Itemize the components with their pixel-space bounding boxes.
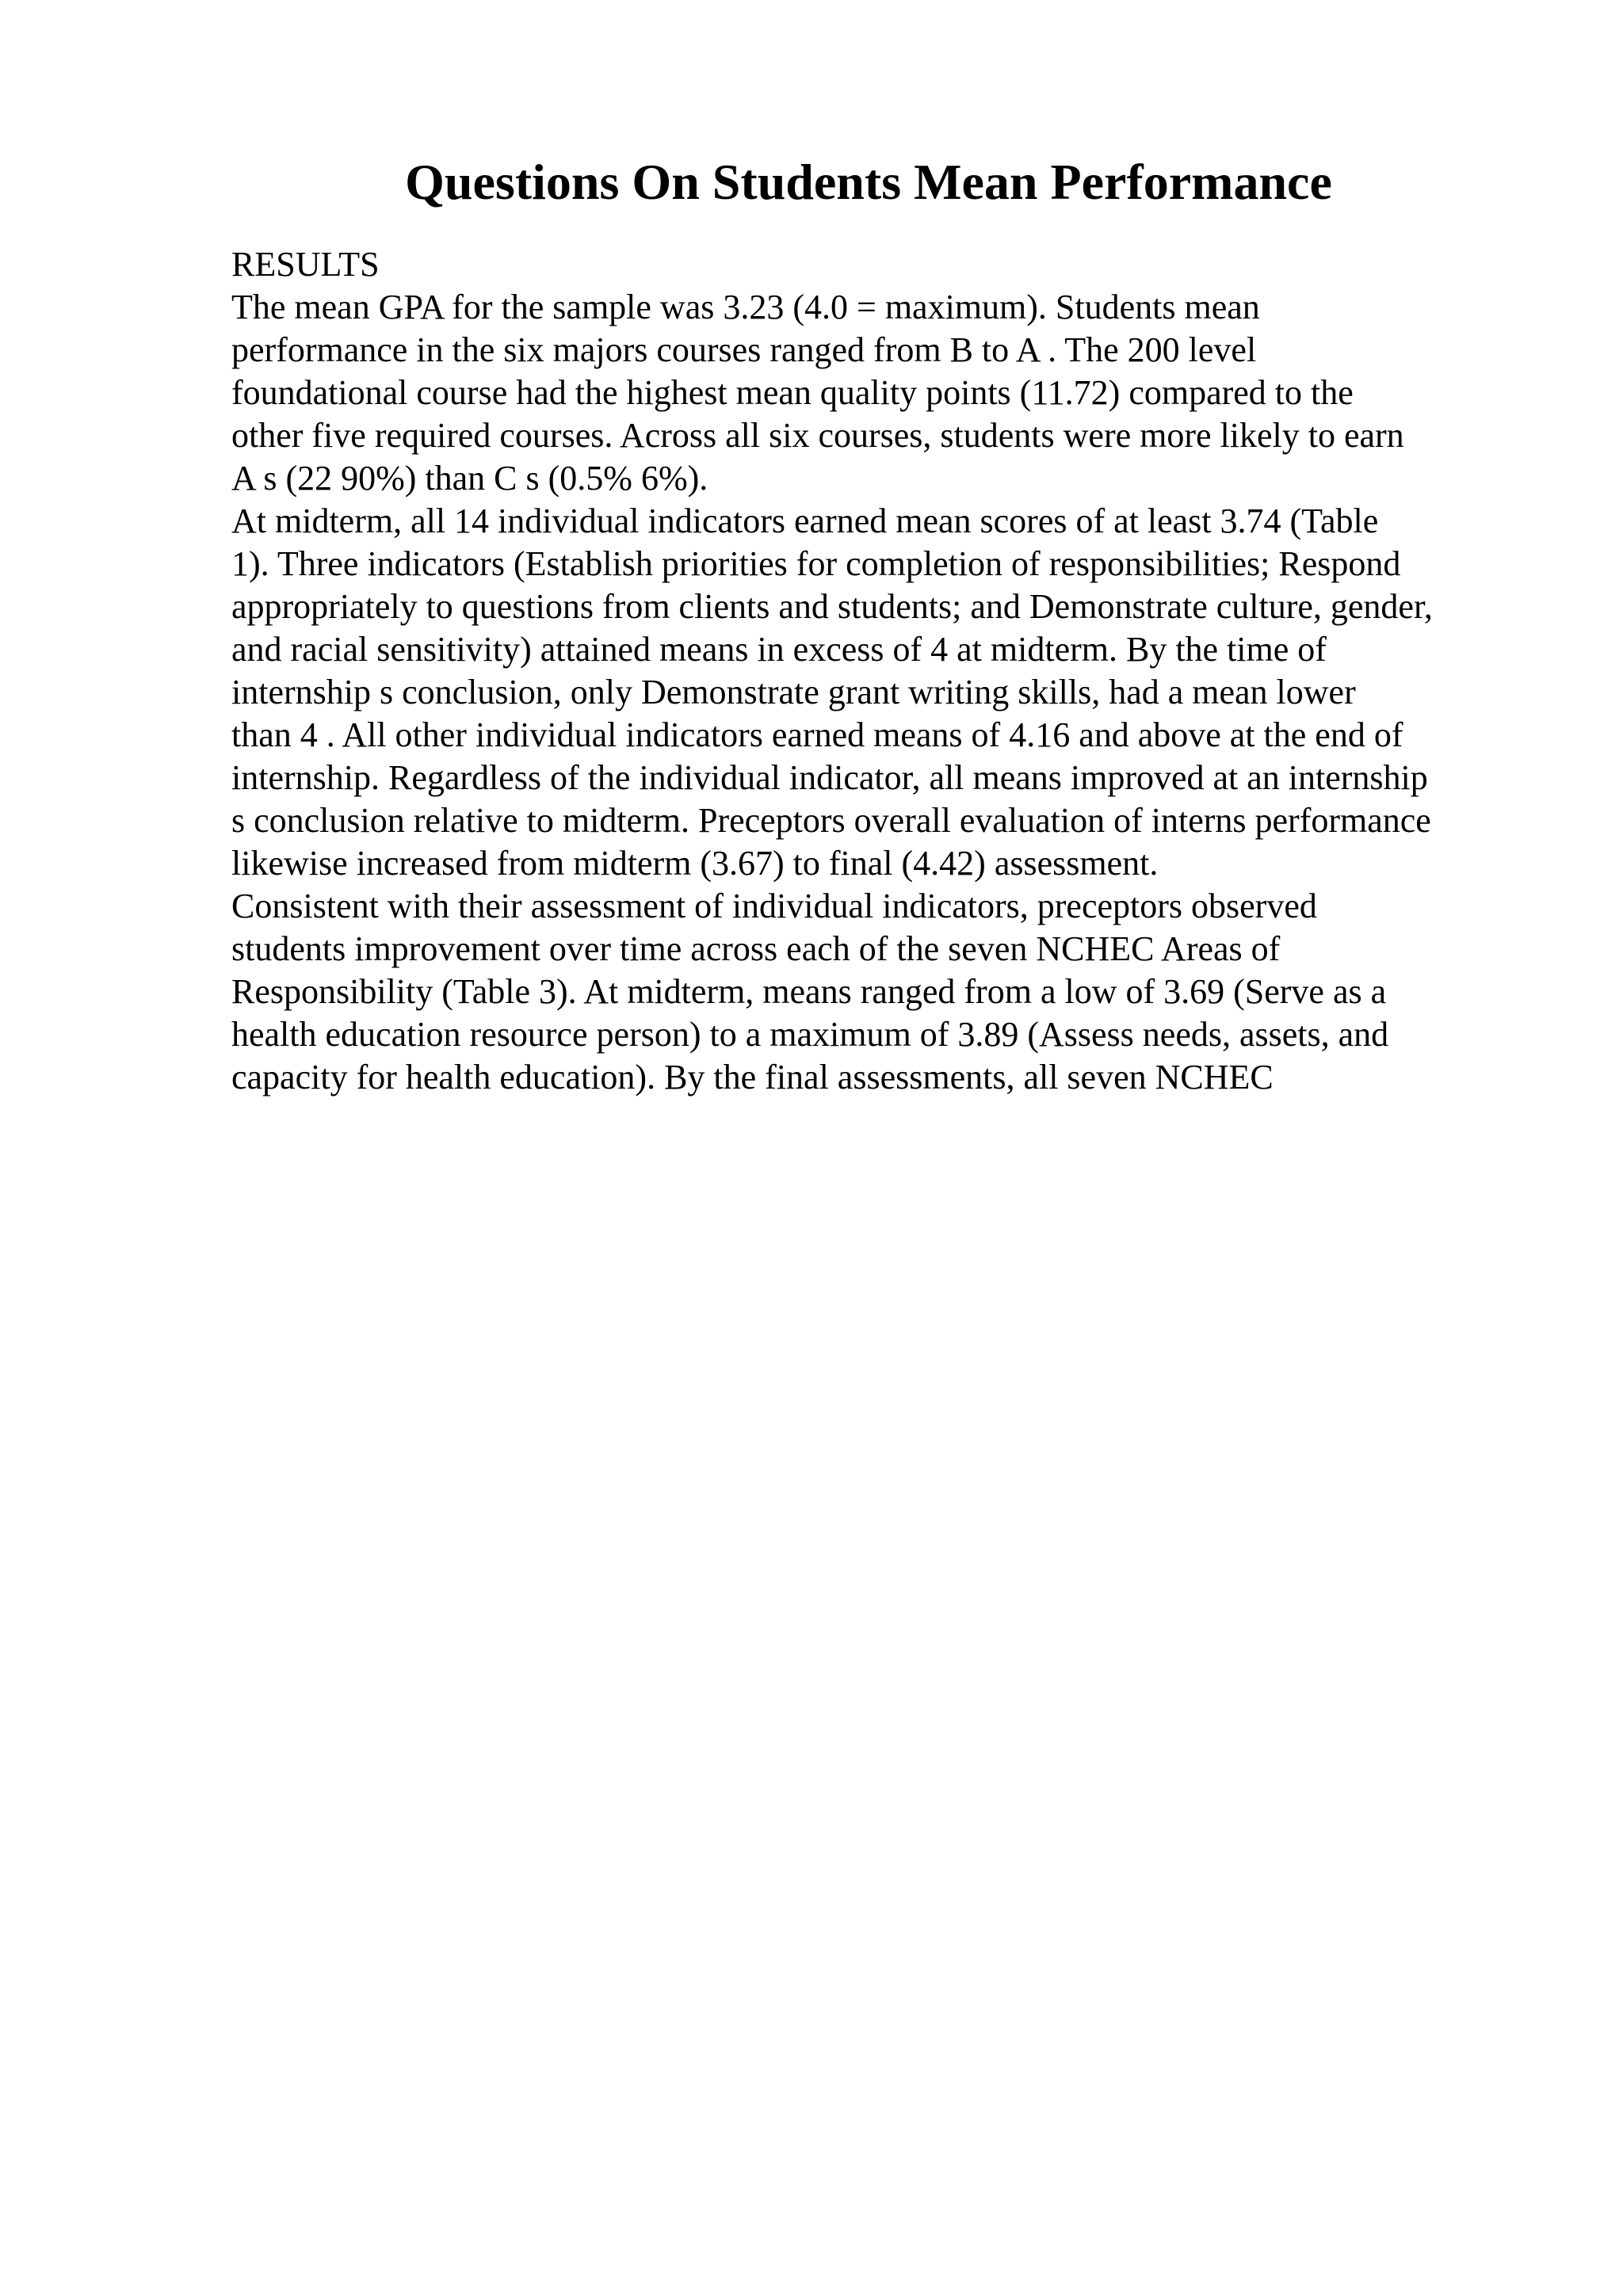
text-line: The mean GPA for the sample was 3.23 (4.0 = maximum). Students mean — [231, 288, 1260, 326]
document-body — [231, 243, 1515, 1099]
text-line: 1). Three indicators (Establish priorities for completion of responsibilities; Respond — [231, 544, 1401, 583]
text-line: Consistent with their assessment of individual indicators, preceptors observed — [231, 887, 1317, 925]
text-line: A s (22 90%) than C s (0.5% 6%). — [231, 459, 708, 498]
document-title: Questions On Students Mean Performance — [405, 154, 1332, 210]
text-line: internship s conclusion, only Demonstrate grant writing skills, had a mean lower — [231, 673, 1356, 711]
section-heading: RESULTS — [231, 245, 380, 284]
text-line: capacity for health education). By the final assessments, all seven NCHEC — [231, 1058, 1274, 1097]
text-line: internship. Regardless of the individual indicator, all means improved at an internship — [231, 758, 1428, 797]
text-line: students improvement over time across each of the seven NCHEC Areas of — [231, 929, 1281, 968]
text-line: other five required courses. Across all six courses, students were more likely to earn — [231, 416, 1404, 455]
text-line: likewise increased from midterm (3.67) to final (4.42) assessment. — [231, 844, 1159, 883]
text-line: At midterm, all 14 individual indicators earned mean scores of at least 3.74 (Table — [231, 502, 1379, 540]
text-line: health education resource person) to a maximum of 3.89 (Assess needs, assets, and — [231, 1015, 1389, 1054]
text-line: and racial sensitivity) attained means in excess of 4 at midterm. By the time of — [231, 630, 1327, 669]
text-line: than 4 . All other individual indicators earned means of 4.16 and above at the end of — [231, 715, 1403, 754]
text-line: Responsibility (Table 3). At midterm, means ranged from a low of 3.69 (Serve as a — [231, 972, 1387, 1011]
text-line: foundational course had the highest mean quality points (11.72) compared to the — [231, 373, 1354, 412]
text-line: s conclusion relative to midterm. Preceptors overall evaluation of interns performance — [231, 801, 1431, 840]
text-line: appropriately to questions from clients and students; and Demonstrate culture, gender, — [231, 587, 1433, 626]
text-line: performance in the six majors courses ranged from B to A . The 200 level — [231, 330, 1257, 369]
